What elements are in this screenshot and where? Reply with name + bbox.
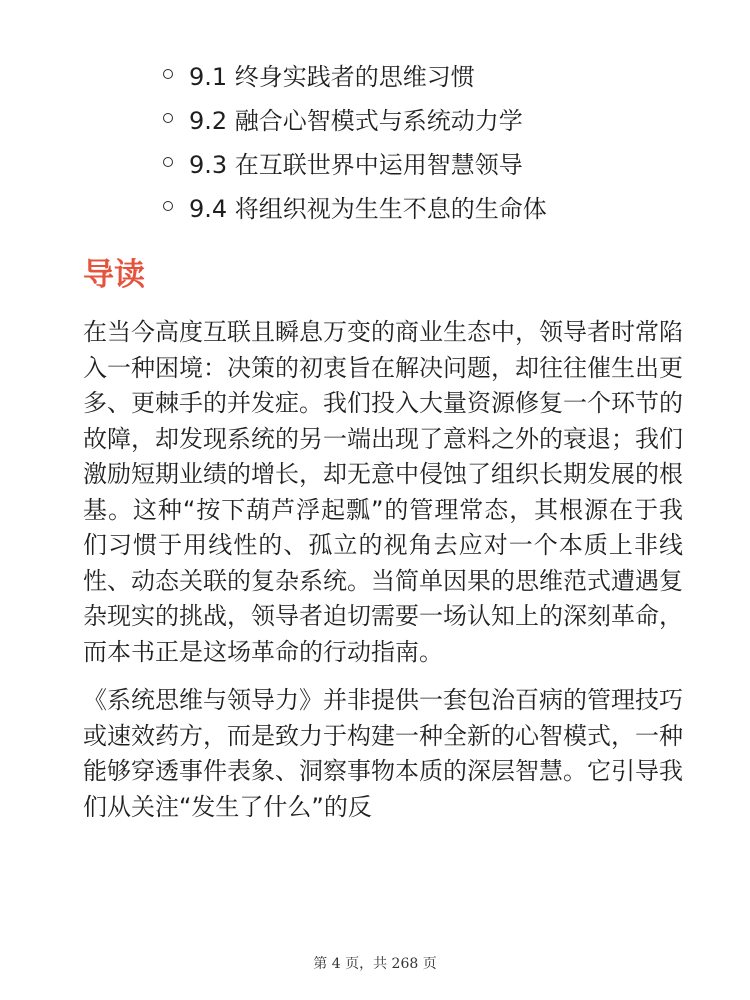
page-number: 第 4 页，共 268 页 [313, 956, 437, 972]
toc-item[interactable] [163, 140, 547, 184]
toc-item[interactable] [163, 184, 547, 228]
body-text [83, 315, 683, 833]
hollow-circle-bullet-icon [163, 113, 173, 123]
toc-item-label: 9.1 终身实践者的思维习惯 [189, 62, 475, 91]
hollow-circle-bullet-icon [163, 157, 173, 167]
toc-item[interactable] [163, 96, 547, 140]
hollow-circle-bullet-icon [163, 69, 173, 79]
paragraph: 在当今高度互联且瞬息万变的商业生态中，领导者时常陷入一种困境：决策的初衷旨在解决问题，却往往催生出更多、更棘手的并发症。我们投入大量资源修复一个环节的故障，却发现系统的另一端出现了意料之外的衰退；我们激励短期业绩的增长，却无意中侵蚀了组织长期发展的根基。这种“按下葫芦浮起瓢”的管理常态，其根源在于我们习惯于用线性的、孤立的视角去应对一个本质上非线性、动态关联的复杂系统。当简单因果的思维范式遭遇复杂现实的挑战，领导者迫切需要一场认知上的深刻革命，而本书正是这场革命的行动指南。 [83, 318, 683, 666]
toc-item-label: 9.4 将组织视为生生不息的生命体 [189, 194, 547, 223]
section-heading: 导读 [83, 257, 145, 293]
paragraph: 《系统思维与领导力》并非提供一套包治百病的管理技巧或速效药方，而是致力于构建一种全新的心智模式，一种能够穿透事件表象、洞察事物本质的深层智慧。它引导我们从关注“发生了什么”的反 [83, 686, 683, 821]
toc-item[interactable] [163, 52, 547, 96]
toc-item-label: 9.2 融合心智模式与系统动力学 [189, 106, 523, 135]
toc-item-label: 9.3 在互联世界中运用智慧领导 [189, 150, 523, 179]
toc-list [163, 52, 547, 228]
hollow-circle-bullet-icon [163, 201, 173, 211]
